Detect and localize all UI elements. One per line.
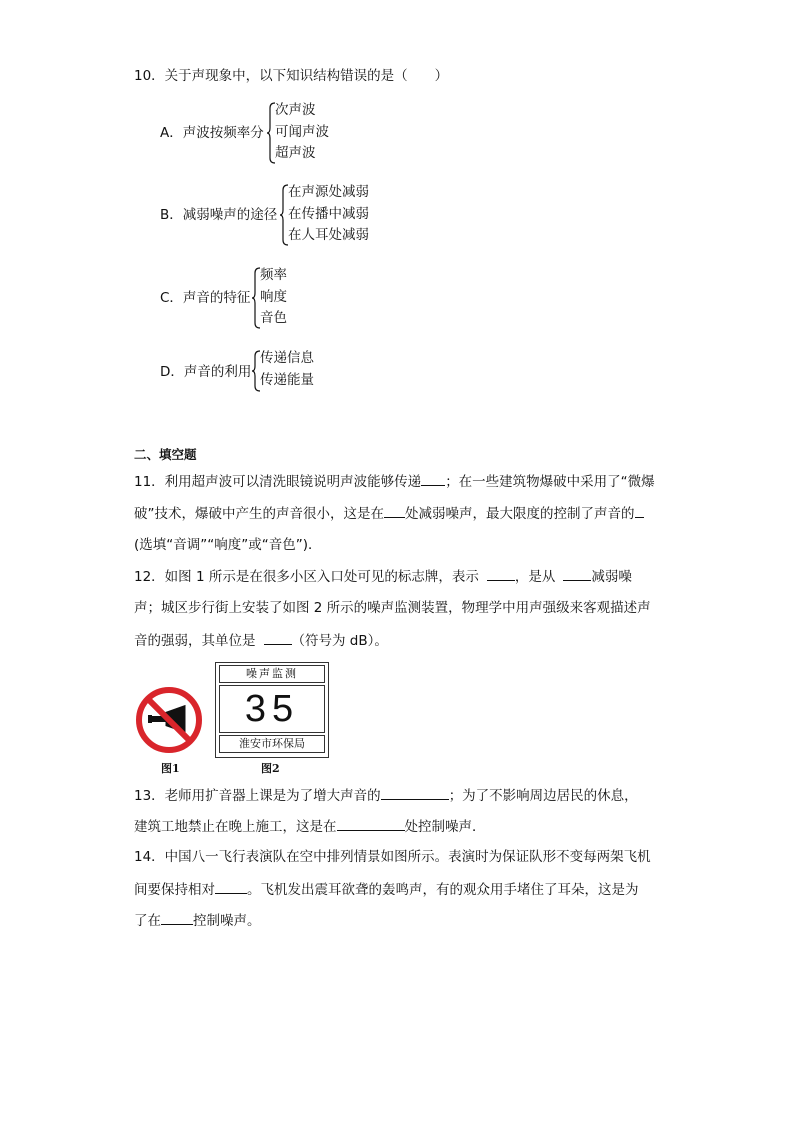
list-item: 可闻声波	[275, 123, 329, 140]
q14-text: 间要保持相对	[134, 882, 215, 898]
q10-option-d-label: D．声音的利用	[160, 364, 252, 380]
answer-blank[interactable]	[635, 503, 644, 518]
list-item: 音色	[260, 310, 287, 326]
q12-line-1	[134, 566, 632, 587]
q10-option-a-items	[275, 100, 329, 165]
q12-line-2: 声；城区步行街上安装了如图 2 所示的噪声监测装置，物理学中用声强级来客观描述声	[134, 600, 651, 616]
q14-text: 控制噪声。	[193, 913, 261, 929]
q13-text: 13．老师用扩音器上课是为了增大声音的	[134, 788, 381, 804]
answer-blank[interactable]	[421, 471, 445, 486]
noise-monitor-panel	[215, 662, 329, 758]
q11-text: 破”技术，爆破中产生的声音很小，这是在	[134, 506, 384, 522]
answer-blank[interactable]	[487, 566, 515, 581]
list-item: 响度	[260, 288, 287, 305]
answer-blank[interactable]	[161, 910, 193, 925]
answer-blank[interactable]	[381, 785, 449, 800]
q12-text: ，是从	[514, 569, 556, 585]
answer-blank[interactable]	[384, 503, 405, 518]
monitor-footer: 淮安市环保局	[219, 735, 325, 753]
list-item: 在声源处减弱	[288, 184, 369, 200]
q14-line-3	[134, 910, 261, 931]
list-item: 传递能量	[260, 371, 314, 388]
q12-text: 12．如图 1 所示是在很多小区入口处可见的标志牌，表示	[134, 569, 479, 585]
q10-option-d-items	[260, 348, 314, 391]
q11-text: 处减弱噪声，最大限度的控制了声音的	[405, 506, 635, 522]
q10-option-c-items	[260, 265, 287, 330]
monitor-value: 35	[219, 685, 325, 733]
q11-text: ；在一些建筑物爆破中采用了“微爆	[445, 474, 655, 490]
answer-blank[interactable]	[264, 630, 292, 645]
answer-blank[interactable]	[215, 879, 247, 894]
list-item: 超声波	[275, 145, 316, 161]
q10-option-b-items	[288, 182, 369, 247]
answer-blank[interactable]	[337, 816, 405, 831]
no-horn-sign-icon	[134, 685, 204, 755]
q13-text: ；为了不影响周边居民的休息，	[448, 788, 638, 804]
list-item: 传递信息	[260, 350, 314, 366]
q12-text: 音的强弱，其单位是	[134, 633, 256, 649]
q13-line-1	[134, 785, 638, 806]
answer-blank[interactable]	[563, 566, 591, 581]
q12-text: 减弱噪	[591, 569, 632, 585]
q11-line-1	[134, 471, 655, 492]
q12-line-3	[134, 630, 388, 651]
q11-line-2	[134, 503, 644, 524]
q11-text: 11．利用超声波可以清洗眼镜说明声波能够传递	[134, 474, 422, 490]
q12-text: （符号为 dB）。	[291, 633, 388, 649]
figure-1-caption: 图1	[161, 762, 180, 775]
q14-text: 了在	[134, 913, 161, 929]
list-item: 在人耳处减弱	[288, 227, 369, 243]
list-item: 频率	[260, 267, 287, 283]
q11-line-3: (选填“音调”“响度”或“音色”)．	[134, 537, 322, 553]
q13-text: 建筑工地禁止在晚上施工，这是在	[134, 819, 337, 835]
q10-option-c-label: C．声音的特征	[160, 290, 251, 306]
q13-text: 处控制噪声．	[404, 819, 486, 835]
q14-line-2	[134, 879, 639, 900]
q10-option-b-label: B．减弱噪声的途径	[160, 207, 278, 223]
q10-option-a-label: A．声波按频率分	[160, 125, 264, 141]
q14-text: 。飞机发出震耳欲聋的轰鸣声，有的观众用手堵住了耳朵，这是为	[247, 882, 639, 898]
section-title: 二、填空题	[134, 447, 197, 462]
figure-2-caption: 图2	[261, 762, 280, 775]
monitor-title: 噪声监测	[219, 665, 325, 683]
list-item: 在传播中减弱	[288, 205, 369, 222]
q14-line-1: 14．中国八一飞行表演队在空中排列情景如图所示。表演时为保证队形不变每两架飞机	[134, 849, 651, 865]
q10-stem: 10．关于声现象中，以下知识结构错误的是（ ）	[134, 68, 449, 84]
list-item: 次声波	[275, 102, 316, 118]
q13-line-2	[134, 816, 486, 837]
